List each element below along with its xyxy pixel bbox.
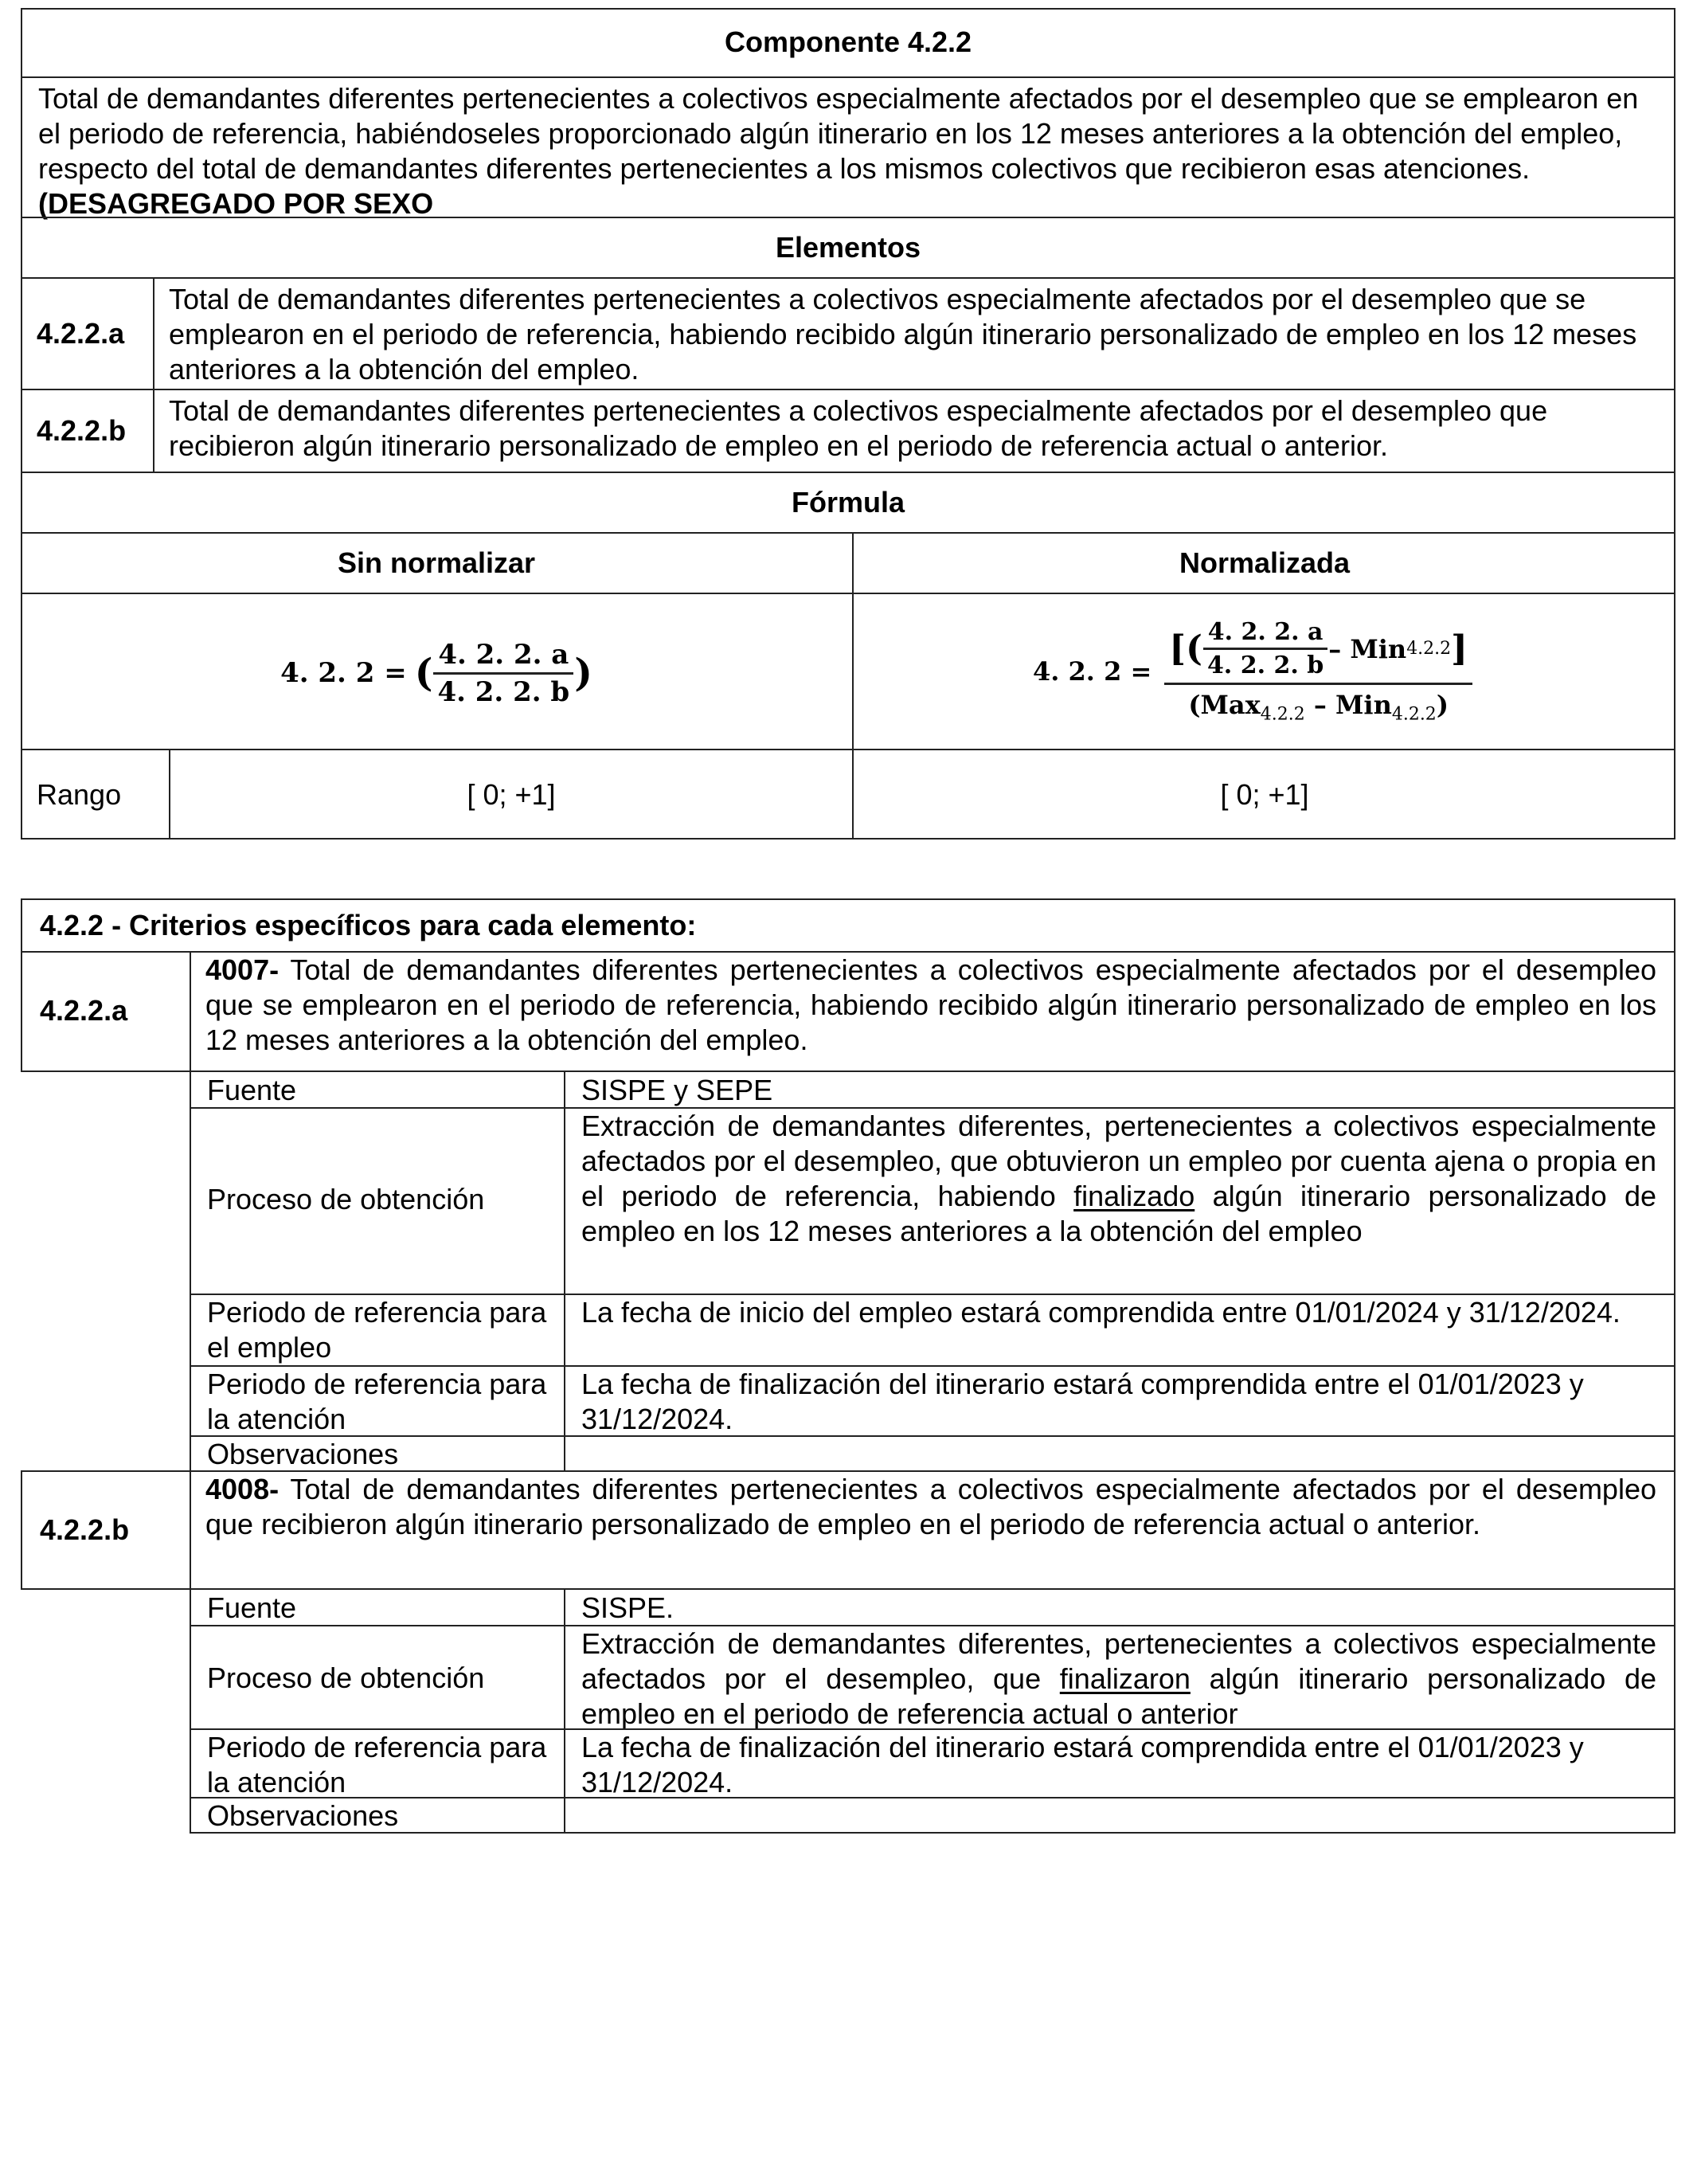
criteria-b-desc: Total de demandantes diferentes pertenecientes a colectivos especialmente afectados por el desempleo que recibieron algún itinerario personalizado de empleo en el periodo de referencia actual o anterior. bbox=[205, 1473, 1656, 1540]
criteria-a-proceso-value bbox=[565, 1109, 1674, 1290]
criteria-a-fuente-value: SISPE y SEPE bbox=[581, 1074, 773, 1106]
formula-raw bbox=[21, 593, 854, 749]
criteria-a-fuente-label: Fuente bbox=[207, 1074, 297, 1106]
criteria-header: 4.2.2 - Criterios específicos para cada elemento: bbox=[21, 898, 1675, 953]
rango-raw: [ 0; +1] bbox=[170, 749, 854, 840]
formula-norm-inner-den: 4. 2. 2. b bbox=[1206, 652, 1324, 680]
formula-norm-top-sub: 4.2.2 bbox=[1406, 639, 1452, 660]
formula-norm-bot-minus: – Min bbox=[1313, 690, 1392, 721]
formula-norm-inner-num: 4. 2. 2. a bbox=[1203, 618, 1328, 650]
formula-norm-bot-close: ) bbox=[1436, 690, 1449, 721]
formula-raw-denominator: 4. 2. 2. b bbox=[437, 675, 570, 708]
criteria-a-proceso-post: algún itinerario personalizado de empleo en los 12 meses anteriores a la obtención del empleo bbox=[581, 1180, 1656, 1247]
criteria-a-periodo-atencion-label: Periodo de referencia para la atención bbox=[207, 1368, 547, 1435]
formula-norm-lhs: 4. 2. 2 = bbox=[1032, 656, 1152, 687]
element-b-code: 4.2.2.b bbox=[21, 389, 154, 472]
formula-norm-top-open: [( bbox=[1169, 628, 1202, 670]
formula-norm-inner-fraction bbox=[1202, 618, 1328, 679]
criteria-b-proceso-post: algún itinerario personalizado de empleo en el periodo de referencia actual o anterior bbox=[581, 1662, 1656, 1730]
criteria-b-code: 4.2.2.b bbox=[21, 1470, 191, 1590]
component-title: Componente 4.2.2 bbox=[724, 25, 972, 58]
criteria-a-proceso-underlined: finalizado bbox=[1073, 1180, 1195, 1212]
criteria-a-proceso-pre: Extracción de demandantes diferentes, pertenecientes a colectivos especialmente afectados por el desempleo, que obtuvieron un empleo por cuenta ajena o propia en el periodo de referencia, habiendo bbox=[581, 1110, 1656, 1212]
formula-raw-lhs: 4. 2. 2 = bbox=[280, 657, 407, 689]
criteria-b-proceso-value bbox=[565, 1626, 1674, 1730]
criteria-a-num: 4007- bbox=[205, 953, 280, 986]
criteria-a-observaciones-label: Observaciones bbox=[207, 1438, 399, 1470]
criteria-a-periodo-empleo-value: La fecha de inicio del empleo estará comprendida entre 01/01/2024 y 31/12/2024. bbox=[581, 1296, 1621, 1329]
criteria-b-num: 4008- bbox=[205, 1473, 280, 1505]
element-b-text: Total de demandantes diferentes pertenecientes a colectivos especialmente afectados por el desempleo que recibieron algún itinerario personalizado de empleo en el periodo de referencia actual o anterior. bbox=[154, 389, 1675, 472]
formula-raw-open: ( bbox=[414, 651, 433, 695]
criteria-b-observaciones-label: Observaciones bbox=[207, 1799, 399, 1832]
criteria-b-proceso-label: Proceso de obtención bbox=[207, 1661, 485, 1694]
formula-norm-bot-sub2: 4.2.2 bbox=[1391, 704, 1437, 725]
criteria-b-fuente-value: SISPE. bbox=[581, 1591, 674, 1624]
criteria-a-periodo-atencion-value: La fecha de finalización del itinerario estará comprendida entre el 01/01/2023 y 31/12/2024. bbox=[581, 1368, 1584, 1435]
criteria-b-fuente-label: Fuente bbox=[207, 1591, 297, 1624]
elements-header: Elementos bbox=[21, 217, 1675, 277]
element-a-code: 4.2.2.a bbox=[21, 277, 154, 389]
normalizada-header: Normalizada bbox=[854, 532, 1675, 593]
element-a-text: Total de demandantes diferentes pertenecientes a colectivos especialmente afectados por el desempleo que se emplearon en el periodo de referencia, habiendo recibido algún itinerario personalizado de empleo en los 12 meses anteriores a la obtención del empleo. bbox=[154, 277, 1675, 389]
criteria-b-text bbox=[190, 1470, 1675, 1590]
formula-norm-top-minus: – Min bbox=[1328, 633, 1407, 664]
criteria-a-observaciones-value bbox=[565, 1437, 1674, 1472]
formula-normalized bbox=[854, 593, 1675, 749]
formula-norm-bot-sub1: 4.2.2 bbox=[1260, 704, 1305, 725]
component-description bbox=[21, 76, 1675, 220]
formula-norm-numerator bbox=[1164, 618, 1472, 685]
formula-header: Fórmula bbox=[21, 472, 1675, 532]
criteria-a-text bbox=[190, 951, 1675, 1072]
criteria-b-periodo-atencion-value: La fecha de finalización del itinerario estará comprendida entre el 01/01/2023 y 31/12/2024. bbox=[581, 1731, 1584, 1798]
formula-norm-bot-open: (Max bbox=[1188, 690, 1261, 721]
criteria-a-proceso-label: Proceso de obtención bbox=[207, 1183, 485, 1215]
description-bold: (DESAGREGADO POR SEXO bbox=[38, 187, 434, 220]
rango-normalized: [ 0; +1] bbox=[854, 749, 1675, 840]
sin-normalizar-header: Sin normalizar bbox=[21, 532, 854, 593]
criteria-a-periodo-empleo-label: Periodo de referencia para el empleo bbox=[207, 1296, 547, 1364]
criteria-b-periodo-atencion-label: Periodo de referencia para la atención bbox=[207, 1731, 547, 1798]
formula-norm-top-close: ] bbox=[1451, 628, 1468, 670]
criteria-b-proceso-underlined: finalizaron bbox=[1059, 1662, 1191, 1695]
description-text: Total de demandantes diferentes pertenecientes a colectivos especialmente afectados por el desempleo que se emplearon en el periodo de referencia, habiéndoseles proporcionado algún itinerario en los 12 meses anteriores a la obtención del empleo, respecto del total de demandantes diferentes pertenecientes a los mismos colectivos que recibieron esas atenciones. bbox=[38, 82, 1639, 185]
formula-raw-numerator: 4. 2. 2. a bbox=[433, 639, 573, 675]
rango-label: Rango bbox=[21, 749, 170, 840]
formula-norm-denominator bbox=[1183, 685, 1453, 724]
formula-raw-close: ) bbox=[574, 651, 592, 695]
criteria-a-code: 4.2.2.a bbox=[21, 951, 191, 1072]
criteria-a-desc: Total de demandantes diferentes pertenecientes a colectivos especialmente afectados por el desempleo que se emplearon en el periodo de referencia, habiendo recibido algún itinerario personalizado de empleo en los 12 meses anteriores a la obtención del empleo. bbox=[205, 953, 1656, 1056]
formula-norm-fraction bbox=[1164, 618, 1472, 724]
criteria-b-proceso-pre: Extracción de demandantes diferentes, pertenecientes a colectivos especialmente afectados por el desempleo, que bbox=[581, 1627, 1656, 1695]
formula-raw-fraction bbox=[432, 639, 574, 708]
criteria-b-observaciones-value bbox=[565, 1798, 1674, 1834]
